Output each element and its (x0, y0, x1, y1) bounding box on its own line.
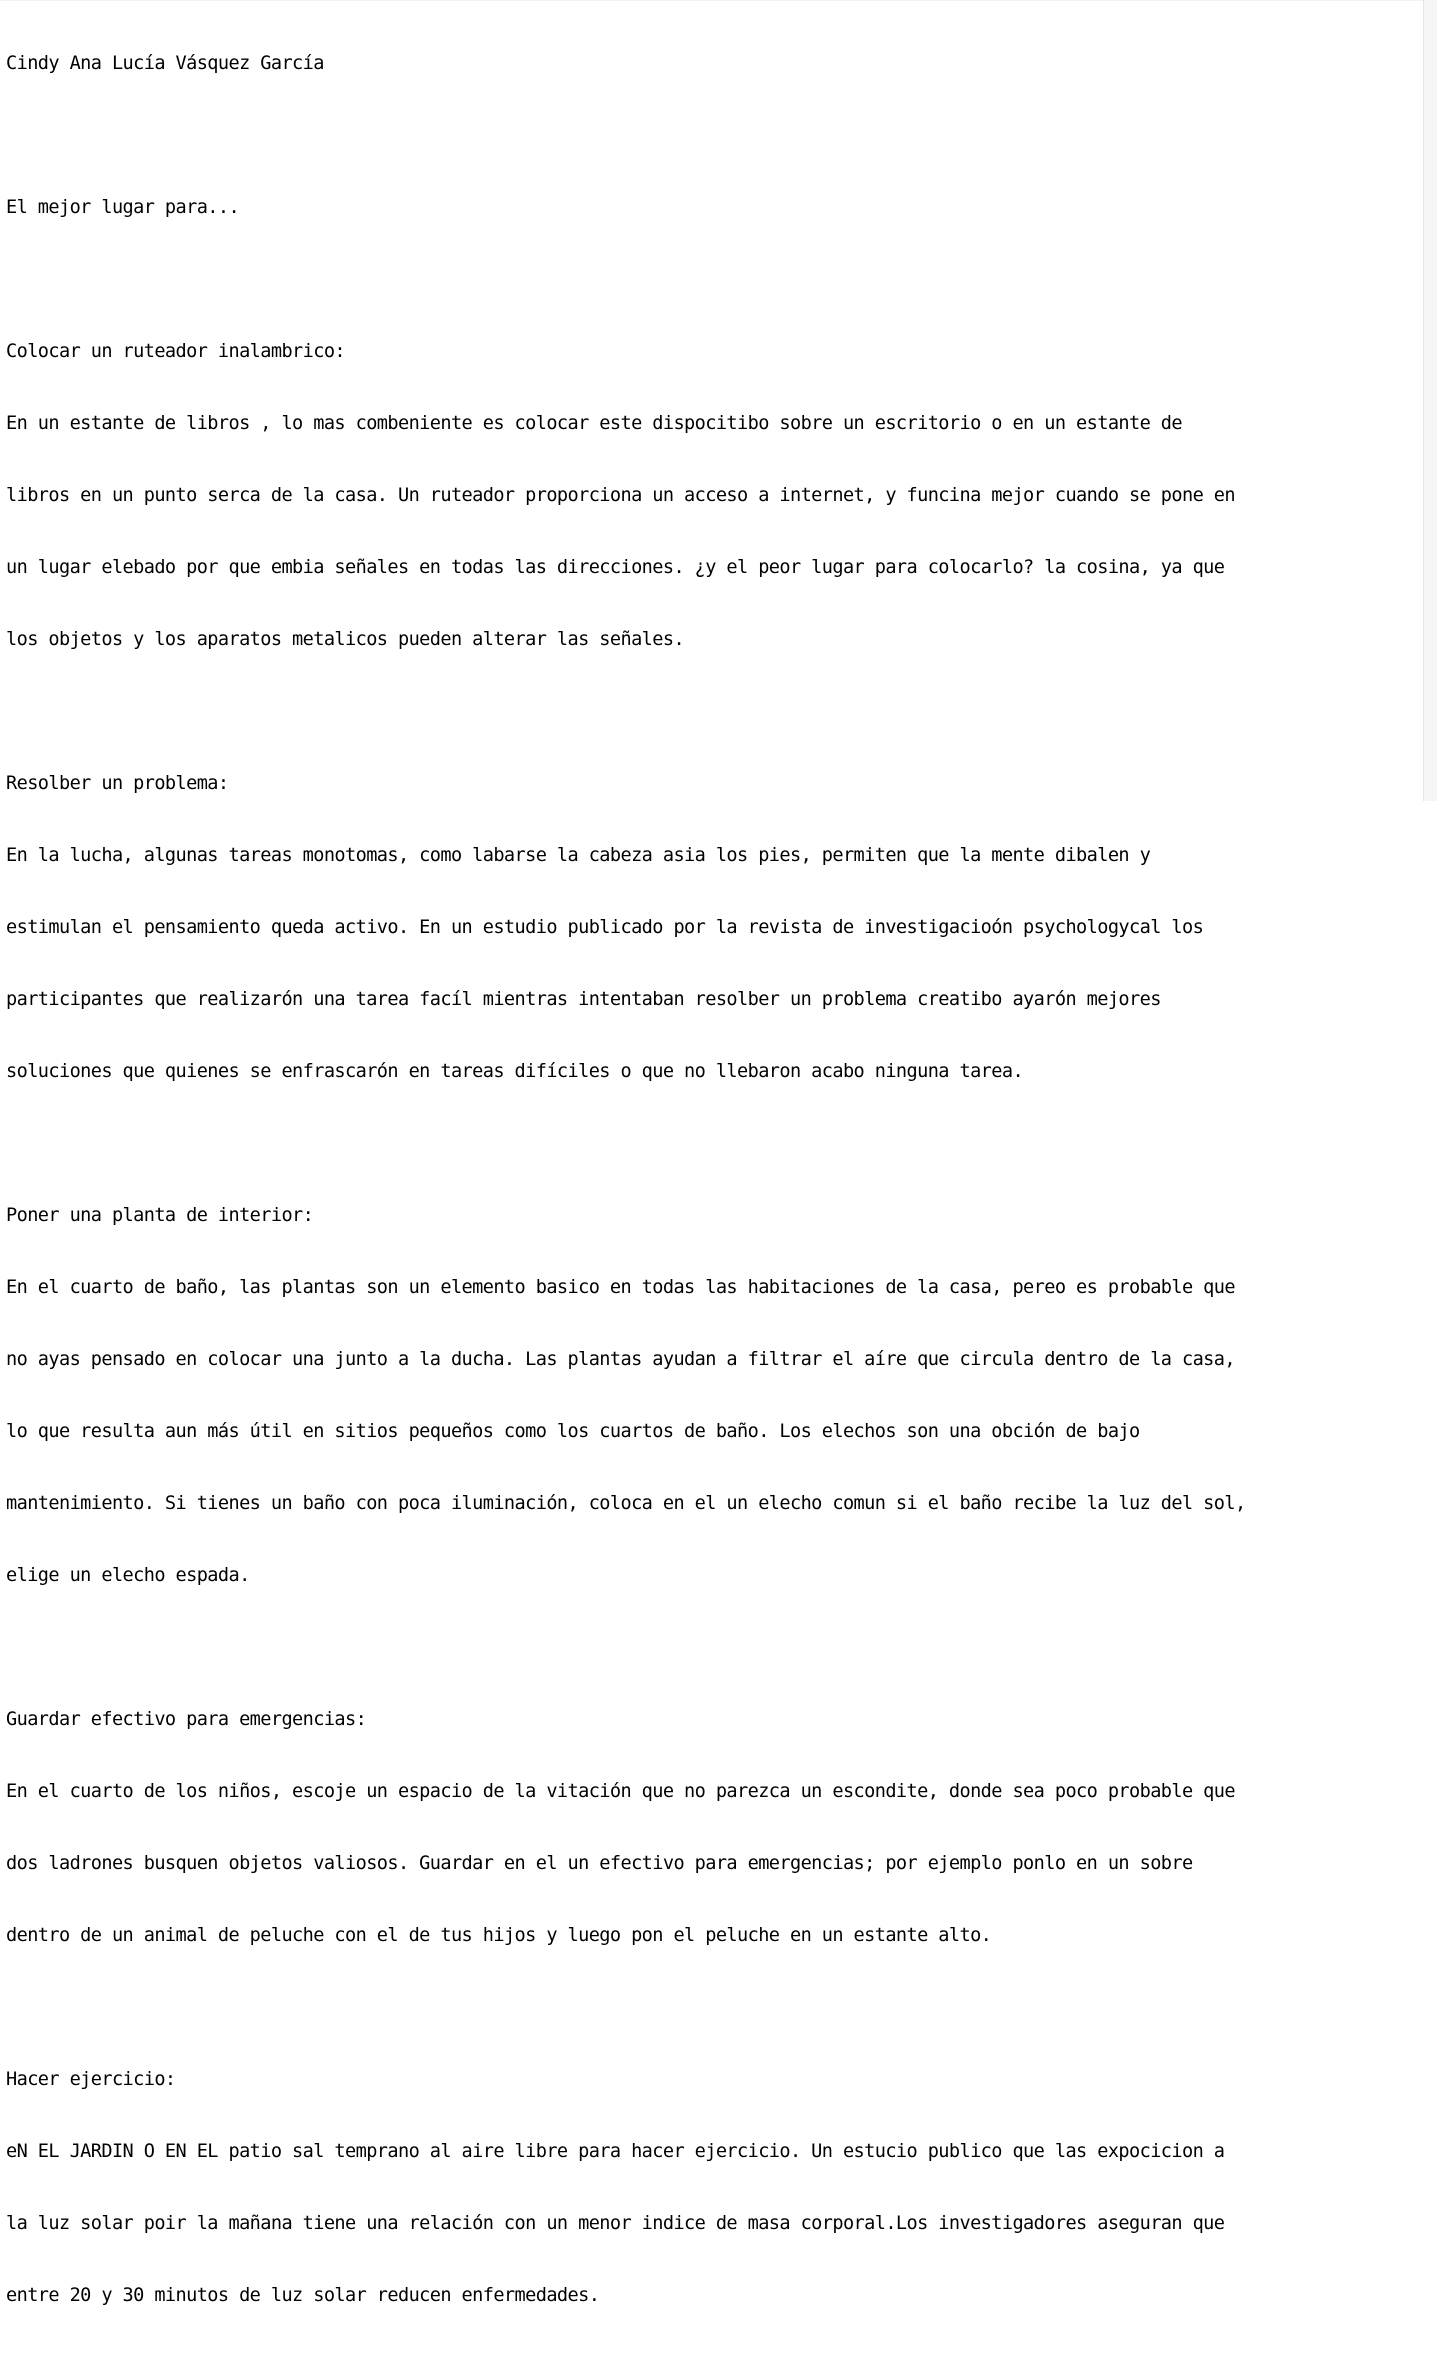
text-line: mantenimiento. Si tienes un baño con poca iluminación, coloca en el un elecho comun si el baño recibe la luz del sol, (6, 1493, 1246, 1514)
text-line: soluciones que quienes se enfrascarón en tareas difíciles o que no llebaron acabo ninguna tarea. (6, 1061, 1024, 1082)
document-text[interactable] (6, 4, 1420, 2356)
text-line: eN EL JARDIN O EN EL patio sal temprano al aire libre para hacer ejercicio. Un estucio publico que las expocicion a (6, 2141, 1225, 2162)
text-line: estimulan el pensamiento queda activo. En un estudio publicado por la revista de investigacioón psychologycal los (6, 917, 1204, 938)
text-line: En un estante de libros , lo mas combeniente es colocar este dispocitibo sobre un escritorio o en un estante de (6, 413, 1182, 434)
text-line: elige un elecho espada. (6, 1565, 250, 1586)
text-line: Colocar un ruteador inalambrico: (6, 341, 346, 362)
text-line: Poner una planta de interior: (6, 1205, 314, 1226)
text-line (6, 124, 1420, 148)
text-line: los objetos y los aparatos metalicos pueden alterar las señales. (6, 629, 685, 650)
vertical-scrollbar[interactable] (1423, 0, 1437, 801)
text-line: no ayas pensado en colocar una junto a la ducha. Las plantas ayudan a filtrar el aíre que circula dentro de la casa, (6, 1349, 1235, 1370)
text-line: Guardar efectivo para emergencias: (6, 1709, 367, 1730)
text-line (6, 268, 1420, 292)
text-line: la luz solar poir la mañana tiene una relación con un menor indice de masa corporal.Los investigadores aseguran que (6, 2213, 1225, 2234)
text-line: En la lucha, algunas tareas monotomas, como labarse la cabeza asia los pies, permiten que la mente dibalen y (6, 845, 1151, 866)
text-line: dos ladrones busquen objetos valiosos. Guardar en el un efectivo para emergencias; por ejemplo ponlo en un sobre (6, 1853, 1193, 1874)
text-line (6, 1636, 1420, 1660)
text-line: libros en un punto serca de la casa. Un ruteador proporciona un acceso a internet, y funcina mejor cuando se pone en (6, 485, 1235, 506)
text-line: entre 20 y 30 minutos de luz solar reducen enfermedades. (6, 2285, 600, 2306)
text-line (6, 1996, 1420, 2020)
text-line: un lugar elebado por que embia señales en todas las direcciones. ¿y el peor lugar para colocarlo? la cosina, ya que (6, 557, 1225, 578)
text-line: dentro de un animal de peluche con el de tus hijos y luego pon el peluche en un estante alto. (6, 1925, 992, 1946)
text-line: En el cuarto de baño, las plantas son un elemento basico en todas las habitaciones de la casa, pereo es probable que (6, 1277, 1235, 1298)
text-line (6, 700, 1420, 724)
text-line: lo que resulta aun más útil en sitios pequeños como los cuartos de baño. Los elechos son una obción de bajo (6, 1421, 1140, 1442)
text-line: Cindy Ana Lucía Vásquez García (6, 53, 324, 74)
top-divider (0, 0, 1423, 1)
text-line: En el cuarto de los niños, escoje un espacio de la vitación que no parezca un escondite, donde sea poco probable que (6, 1781, 1235, 1802)
text-line: Resolber un problema: (6, 773, 229, 794)
text-line: participantes que realizarón una tarea facíl mientras intentaban resolber un problema creatibo ayarón mejores (6, 989, 1161, 1010)
text-line: Hacer ejercicio: (6, 2069, 176, 2090)
text-line (6, 1132, 1420, 1156)
text-line: El mejor lugar para... (6, 197, 240, 218)
